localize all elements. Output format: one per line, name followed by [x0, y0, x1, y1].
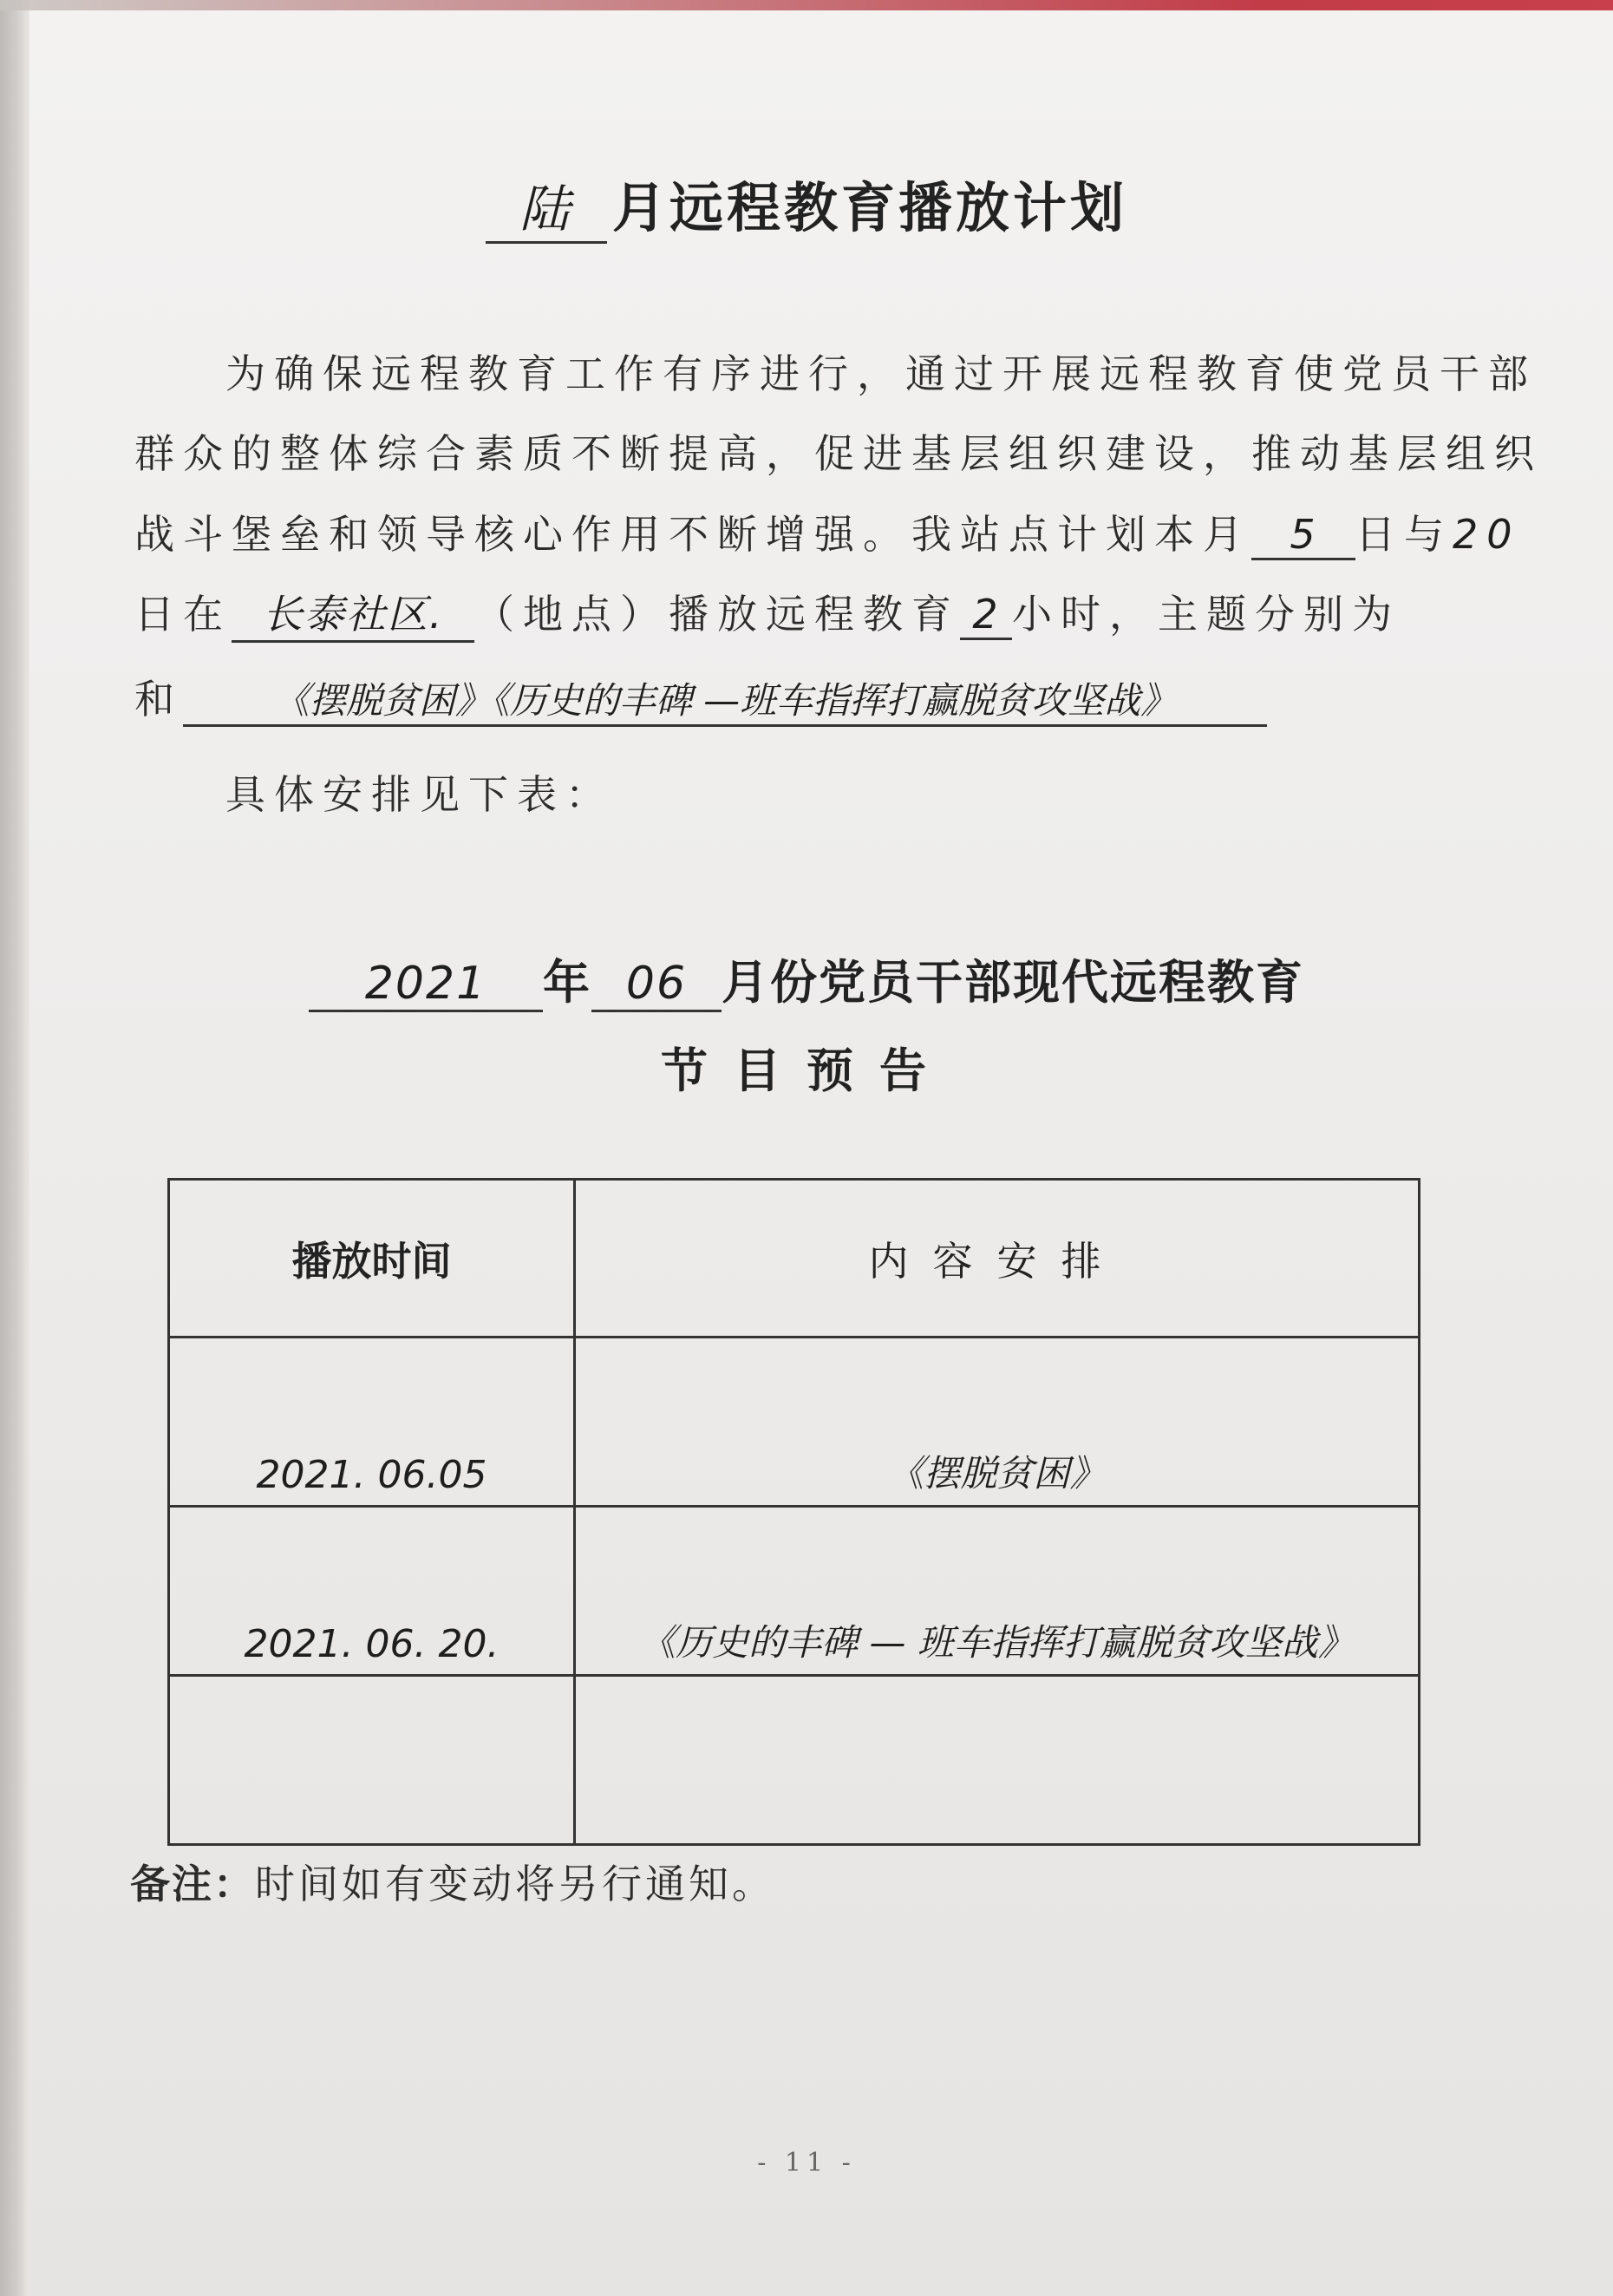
intro-line-3: [134, 503, 1521, 560]
row3-time: [171, 1835, 572, 1842]
header-content: 内容安排: [575, 1180, 1420, 1338]
location-blank: [232, 583, 474, 643]
intro-line-5-prefix: 和: [134, 676, 183, 723]
year-label: 年: [543, 955, 591, 1010]
row1-time: 2021. 06.05: [256, 1453, 487, 1497]
hours-handwritten: 2: [972, 591, 1000, 638]
footnote-text: 时间如有变动将另行通知。: [255, 1861, 775, 1907]
cell-time: [169, 1338, 575, 1507]
page-left-edge: [0, 0, 29, 2296]
cell-time: [169, 1507, 575, 1676]
title-month-blank: [486, 168, 607, 244]
intro-line-3-mid: 日与: [1355, 511, 1453, 558]
table-header-row: [169, 1180, 1420, 1338]
row2-content: 《历史的丰碑 — 班车指挥打赢脱贫攻坚战》: [639, 1621, 1355, 1664]
month-handwritten: 06: [625, 958, 688, 1010]
intro-line-4: [134, 583, 1470, 643]
page-number: - 11 -: [757, 2148, 856, 2178]
intro-line-4-mid: （地点）播放远程教育: [474, 591, 960, 638]
cell-content: [575, 1507, 1420, 1676]
preview-title: [0, 945, 1613, 1012]
day1-blank: [1251, 511, 1355, 560]
table-row: [169, 1507, 1420, 1676]
intro-line-4-prefix: 日在: [134, 591, 232, 638]
month-blank: [591, 955, 722, 1012]
intro-line-6: 具体安排见下表：: [225, 771, 614, 818]
footnote-label: 备注：: [130, 1861, 255, 1907]
cell-time: [169, 1676, 575, 1845]
footnote: [130, 1853, 775, 1910]
year-blank: [309, 955, 543, 1012]
topics-handwritten: 《摆脱贫困》《历史的丰碑 —班车指挥打赢脱贫攻坚战》: [272, 679, 1178, 722]
table-row: [169, 1338, 1420, 1507]
hours-blank: [960, 591, 1012, 640]
document-title: [0, 165, 1613, 244]
cell-content: [575, 1338, 1420, 1507]
table-row: [169, 1676, 1420, 1845]
month-label: 月份党员干部现代远程教育: [722, 955, 1304, 1010]
header-time: 播放时间: [169, 1180, 575, 1338]
year-handwritten: 2021: [364, 958, 487, 1010]
day1-handwritten: 5: [1290, 511, 1317, 558]
topics-blank: [183, 672, 1267, 727]
location-handwritten: 长泰社区.: [262, 591, 444, 638]
row3-content: [577, 1835, 1417, 1842]
preview-subtitle: 节目预告: [661, 1043, 952, 1098]
intro-line-2: 群众的整体综合素质不断提高，促进基层组织建设，推动基层组织: [134, 430, 1543, 477]
intro-line-4-suffix: 小时，主题分别为: [1012, 591, 1401, 638]
cell-content: [575, 1676, 1420, 1845]
row2-time: 2021. 06. 20.: [244, 1622, 500, 1666]
intro-line-3-text: 战斗堡垒和领导核心作用不断增强。我站点计划本月: [134, 511, 1251, 558]
schedule-table: [167, 1178, 1420, 1846]
title-month-handwritten: 陆: [519, 180, 573, 239]
intro-line-1: 为确保远程教育工作有序进行，通过开展远程教育使党员干部: [225, 350, 1537, 397]
title-text: 月远程教育播放计划: [611, 176, 1127, 239]
page-top-edge: [0, 0, 1613, 10]
row1-content: 《摆脱贫困》: [887, 1452, 1107, 1495]
day2-handwritten: 20: [1453, 511, 1521, 558]
intro-line-5: [134, 668, 1470, 727]
